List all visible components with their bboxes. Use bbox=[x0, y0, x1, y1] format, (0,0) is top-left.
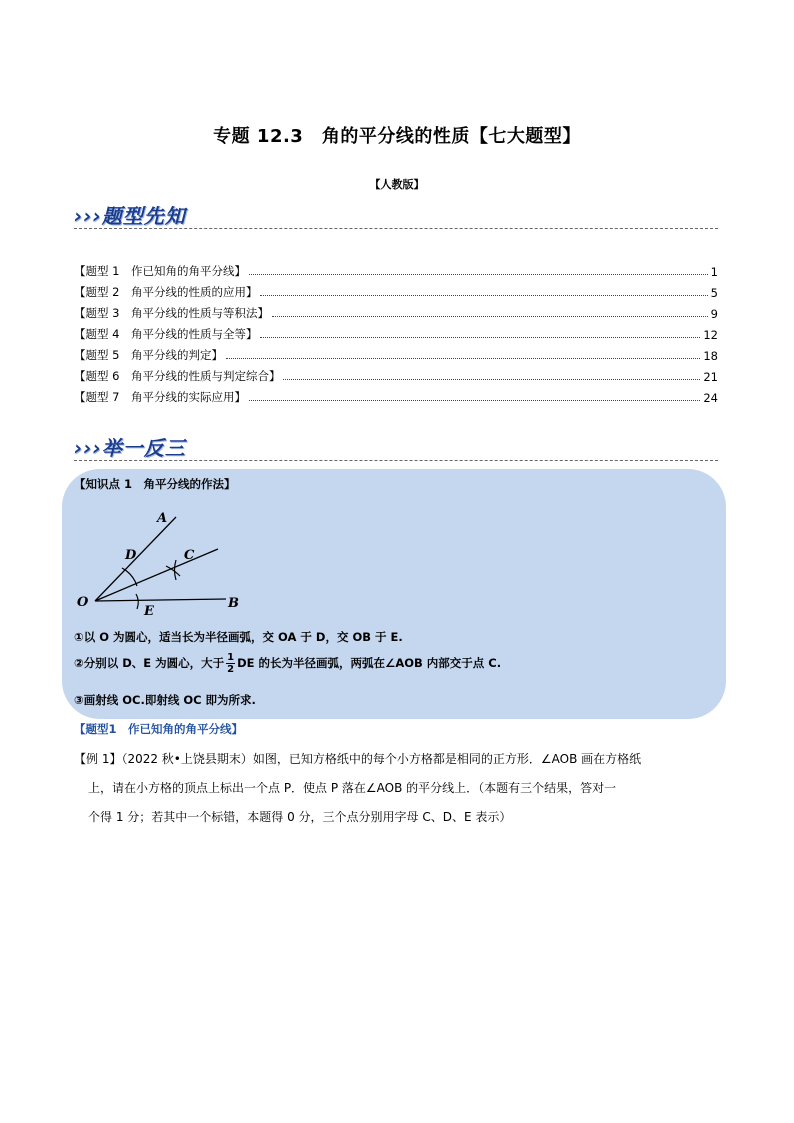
toc-page: 18 bbox=[703, 349, 718, 363]
label-b: B bbox=[228, 596, 239, 611]
ray-oc bbox=[95, 549, 218, 601]
toc-leader bbox=[226, 358, 700, 359]
label-c: C bbox=[184, 548, 195, 563]
toc-row-1[interactable] bbox=[74, 258, 718, 279]
knowledge-step-2 bbox=[74, 652, 501, 675]
toc-label: 【题型 6 角平分线的性质与判定综合】 bbox=[74, 369, 281, 383]
toc-leader bbox=[272, 316, 708, 317]
label-e: E bbox=[144, 604, 154, 619]
toc-page: 9 bbox=[710, 307, 718, 321]
example-paragraph bbox=[74, 745, 724, 832]
toc-row-2[interactable] bbox=[74, 279, 718, 300]
example-line-2: 上，请在小方格的顶点上标出一个点 P．使点 P 落在∠AOB 的平分线上．（本题有三个结果，答对一 bbox=[88, 781, 617, 795]
label-a: A bbox=[157, 511, 168, 526]
toc-label: 【题型 2 角平分线的性质的应用】 bbox=[74, 285, 258, 299]
toc-page: 1 bbox=[710, 265, 718, 279]
toc-leader bbox=[260, 295, 707, 296]
knowledge-step-3: ③画射线 OC.即射线 OC 即为所求. bbox=[74, 693, 256, 707]
ray-ob bbox=[95, 599, 226, 601]
toc-row-6[interactable] bbox=[74, 363, 718, 384]
label-d: D bbox=[125, 548, 137, 563]
toc-label: 【题型 1 作已知角的角平分线】 bbox=[74, 264, 246, 278]
toc-page: 21 bbox=[703, 370, 718, 384]
toc-leader bbox=[260, 337, 700, 338]
arc-c2 bbox=[175, 560, 177, 580]
arc-e bbox=[136, 594, 138, 609]
toc-row-4[interactable] bbox=[74, 321, 718, 342]
section-divider bbox=[74, 228, 718, 229]
document-title: 专题 12.3 角的平分线的性质【七大题型】 bbox=[213, 126, 581, 147]
toc-row-3[interactable] bbox=[74, 300, 718, 321]
example-line-3: 个得 1 分；若其中一个标错，本题得 0 分，三个点分别用字母 C、D、E 表示） bbox=[88, 810, 512, 824]
toc-label: 【题型 4 角平分线的性质与全等】 bbox=[74, 327, 258, 341]
fraction-numerator: 1 bbox=[227, 652, 235, 663]
section-heading-examples: ›››举一反三 bbox=[74, 436, 186, 460]
toc-label: 【题型 5 角平分线的判定】 bbox=[74, 348, 223, 362]
example-line-1: 【例 1】（2022 秋•上饶县期末）如图，已知方格纸中的每个小方格都是相同的正方形．∠AOB 画在方格纸 bbox=[74, 752, 642, 766]
toc-leader bbox=[249, 274, 708, 275]
question-type-title: 【题型1 作已知角的角平分线】 bbox=[74, 722, 243, 736]
toc-leader bbox=[283, 379, 700, 380]
step2-text-before: ②分别以 D、E 为圆心，大于 bbox=[74, 656, 225, 670]
step2-text-after: DE 的长为半径画弧，两弧在∠AOB 内部交于点 C. bbox=[237, 656, 502, 670]
toc-row-7[interactable] bbox=[74, 384, 718, 405]
toc-page: 12 bbox=[703, 328, 718, 342]
toc-label: 【题型 7 角平分线的实际应用】 bbox=[74, 390, 246, 404]
knowledge-title: 【知识点 1 角平分线的作法】 bbox=[74, 477, 236, 491]
toc-row-5[interactable] bbox=[74, 342, 718, 363]
fraction-denominator: 2 bbox=[227, 664, 235, 675]
knowledge-step-1: ①以 O 为圆心，适当长为半径画弧，交 OA 于 D，交 OB 于 E. bbox=[74, 630, 403, 644]
table-of-contents bbox=[74, 258, 718, 405]
section-heading-overview: ›››题型先知 bbox=[74, 204, 186, 228]
toc-label: 【题型 3 角平分线的性质与等积法】 bbox=[74, 306, 269, 320]
angle-bisector-diagram bbox=[70, 500, 260, 620]
section-divider bbox=[74, 460, 718, 461]
toc-leader bbox=[249, 400, 700, 401]
toc-page: 5 bbox=[710, 286, 718, 300]
edition-label: 【人教版】 bbox=[369, 178, 425, 191]
toc-page: 24 bbox=[703, 391, 718, 405]
label-o: O bbox=[77, 595, 89, 610]
fraction-one-half bbox=[226, 652, 235, 675]
